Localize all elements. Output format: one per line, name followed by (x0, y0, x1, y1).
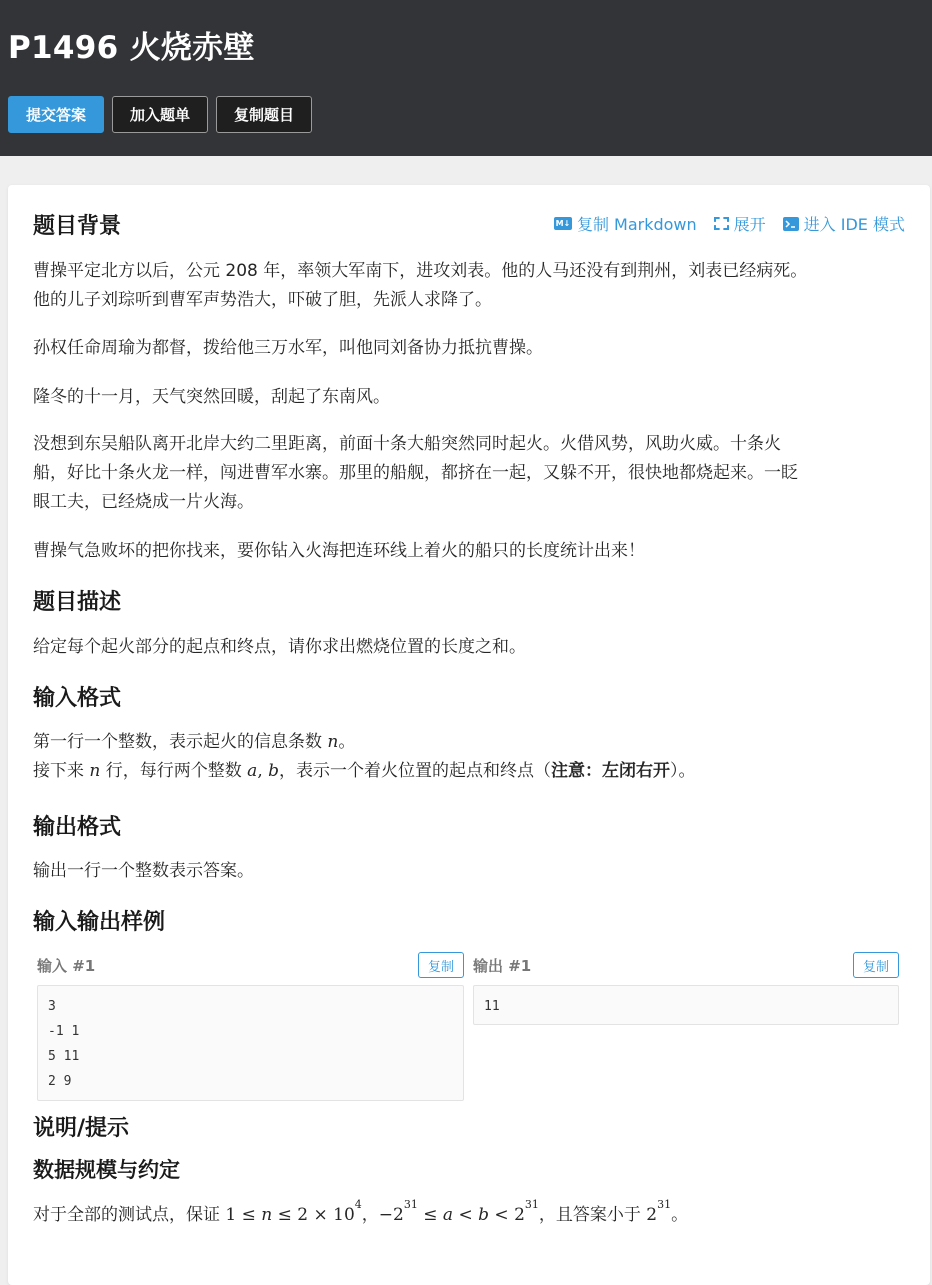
text-segment: ， (361, 1205, 379, 1225)
math-expression: −2 (378, 1205, 404, 1225)
math-symbol: , (257, 761, 269, 781)
problem-toolbar (554, 212, 905, 235)
add-to-list-button[interactable]: 加入题单 (112, 96, 208, 133)
math-expression: ≤ (417, 1205, 443, 1225)
expand-icon (714, 217, 729, 230)
markdown-icon: M↓ (555, 219, 571, 228)
header-button-group (8, 96, 312, 133)
text-segment: 。 (338, 732, 356, 752)
output-format-heading: 输出格式 (33, 815, 122, 840)
emphasis-text: 注意：左闭右开 (551, 761, 671, 781)
description-text: 给定每个起火部分的起点和终点，请你求出燃烧位置的长度之和。 (33, 637, 526, 657)
math-variable: b (268, 761, 280, 781)
text-line: 眼工夫，已经烧成一片火海。 (33, 492, 254, 512)
background-paragraph-1 (33, 257, 807, 315)
math-expression: < 2 (489, 1205, 525, 1225)
sample-input-line: 5 11 (48, 1049, 80, 1064)
input-format-line-2 (33, 757, 696, 786)
hint-text (33, 1198, 689, 1230)
background-paragraph-5: 曹操气急败坏的把你找来，要你钻入火海把连环线上着火的船只的长度统计出来！ (33, 541, 645, 561)
background-paragraph-4 (33, 430, 798, 517)
math-expression: 2 (646, 1205, 658, 1225)
copy-markdown-link[interactable] (554, 212, 697, 235)
problem-card (8, 185, 930, 1285)
text-line: 没想到东吴船队离开北岸大约二里距离，前面十条大船突然同时起火。火借风势，风助火威。十条火 (33, 434, 781, 454)
text-line: 曹操平定北方以后，公元 208 年，率领大军南下，进攻刘表。他的人马还没有到荆州，刘表已经病死。 (33, 261, 808, 281)
text-line: 船，好比十条火龙一样，闯进曹军水寨。那里的船舰，都挤在一起，又躲不开，很快地都烧起来。一眨 (33, 463, 798, 483)
expand-link[interactable] (714, 212, 766, 235)
samples-heading: 输入输出样例 (33, 910, 166, 935)
math-exponent: 31 (524, 1198, 539, 1211)
text-segment: 第一行一个整数，表示起火的信息条数 (33, 732, 328, 752)
math-variable: a (247, 761, 258, 781)
sample-input-label: 输入 #1 (37, 957, 96, 975)
math-variable: a (442, 1205, 454, 1225)
math-exponent: 31 (403, 1198, 418, 1211)
input-format-text (33, 728, 696, 786)
math-expression: 1 ≤ (225, 1205, 262, 1225)
sample-output-box (473, 985, 899, 1025)
copy-sample-output-button[interactable]: 复制 (853, 952, 899, 978)
background-paragraph-3: 隆冬的十一月，天气突然回暖，刮起了东南风。 (33, 387, 390, 407)
text-segment: 对于全部的测试点，保证 (33, 1205, 226, 1225)
submit-answer-button[interactable]: 提交答案 (8, 96, 104, 133)
page-title: P1496 火烧赤壁 (8, 30, 255, 66)
text-line: 他的儿子刘琮听到曹军声势浩大，吓破了胆，先派人求降了。 (33, 290, 492, 310)
ide-mode-link[interactable] (783, 212, 905, 235)
sample-input-line: 2 9 (48, 1074, 72, 1089)
math-expression: ≤ 2 × 10 (272, 1205, 355, 1225)
background-paragraph-2: 孙权任命周瑜为都督，拨给他三万水军，叫他同刘备协力抵抗曹操。 (33, 338, 543, 358)
expand-label: 展开 (733, 215, 766, 234)
hint-heading: 说明/提示 (33, 1116, 130, 1141)
math-exponent: 4 (354, 1198, 362, 1211)
input-format-heading: 输入格式 (33, 686, 122, 711)
copy-sample-input-button[interactable]: 复制 (418, 952, 464, 978)
input-format-line-1 (33, 728, 696, 757)
math-exponent: 31 (657, 1198, 672, 1211)
math-variable: b (478, 1205, 490, 1225)
text-segment: ，表示一个着火位置的起点和终点（ (279, 761, 552, 781)
sample-input-line: -1 1 (48, 1024, 80, 1039)
copy-markdown-label: 复制 Markdown (576, 215, 697, 234)
sample-input-box (37, 985, 464, 1101)
output-format-text: 输出一行一个整数表示答案。 (33, 861, 254, 881)
sample-output-label: 输出 #1 (473, 957, 532, 975)
text-segment: 行，每行两个整数 (100, 761, 248, 781)
math-expression: < (453, 1205, 479, 1225)
background-heading: 题目背景 (33, 214, 122, 239)
ide-mode-label: 进入 IDE 模式 (803, 215, 905, 234)
hint-subheading: 数据规模与约定 (33, 1158, 180, 1182)
text-segment: ）。 (670, 761, 696, 781)
math-variable: n (327, 732, 339, 752)
description-heading: 题目描述 (33, 590, 122, 615)
text-segment: 接下来 (33, 761, 90, 781)
text-segment: ，且答案小于 (538, 1205, 647, 1225)
math-variable: n (89, 761, 101, 781)
sample-input-line: 3 (48, 999, 56, 1014)
terminal-icon (783, 217, 799, 231)
text-segment: 。 (671, 1205, 689, 1225)
math-variable: n (261, 1205, 273, 1225)
copy-problem-button[interactable]: 复制题目 (216, 96, 312, 133)
page-header (0, 0, 932, 156)
sample-output-line: 11 (484, 999, 500, 1014)
